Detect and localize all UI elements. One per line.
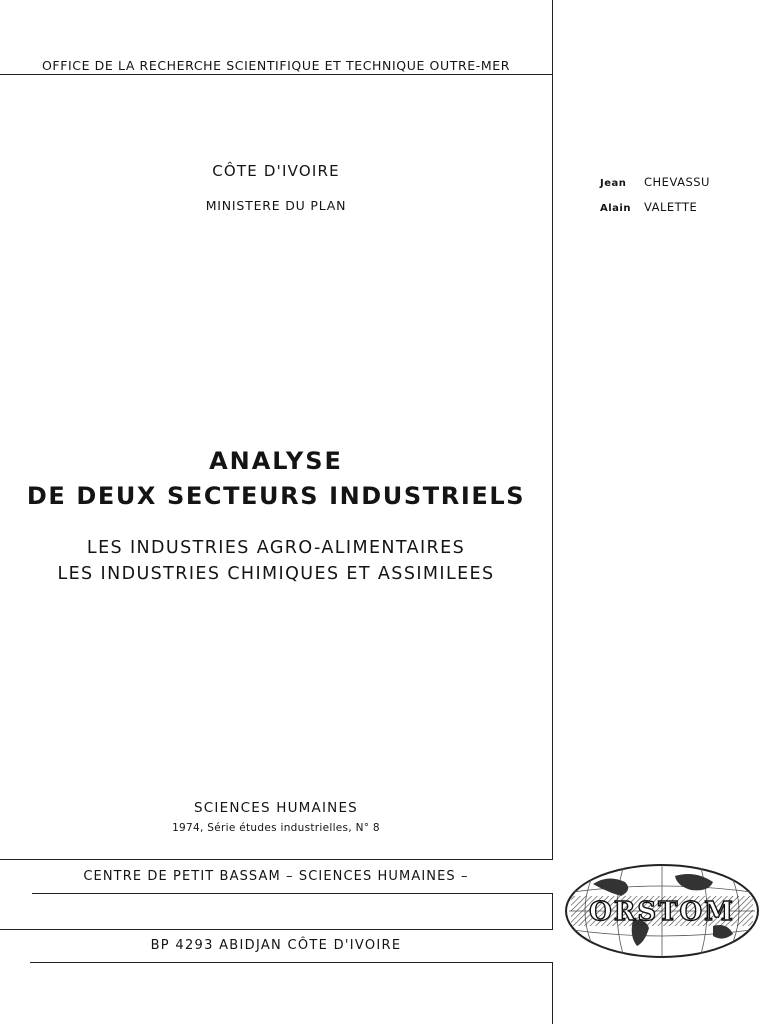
footer-box-edge (552, 893, 553, 929)
right-column-divider-bottom (552, 963, 553, 1024)
header-rule (0, 74, 552, 75)
footer-rule-3 (0, 929, 553, 930)
author-first-name: Jean (600, 178, 627, 189)
author-first-name: Alain (600, 203, 631, 214)
series-name: SCIENCES HUMAINES (194, 800, 358, 816)
main-title-line-2: DE DEUX SECTEURS INDUSTRIELS (26, 482, 526, 510)
subtitle-line-2: LES INDUSTRIES CHIMIQUES ET ASSIMILEES (57, 564, 495, 584)
author-1 (600, 175, 710, 189)
right-column-divider (552, 0, 553, 860)
office-heading: OFFICE DE LA RECHERCHE SCIENTIFIQUE ET TECHNIQUE OUTRE-MER (41, 58, 511, 73)
logo-wordmark: ORSTOM (589, 897, 735, 927)
footer-rule-4 (30, 962, 553, 963)
ministry-heading: MINISTERE DU PLAN (205, 198, 347, 213)
globe-logo-icon (563, 862, 761, 960)
series-details: 1974, Série études industrielles, N° 8 (172, 822, 380, 834)
author-2 (600, 200, 697, 214)
author-last-name: VALETTE (644, 200, 698, 214)
main-title-line-1: ANALYSE (209, 447, 343, 475)
footer-rule-1 (0, 859, 553, 860)
centre-line: CENTRE DE PETIT BASSAM – SCIENCES HUMAINES – (83, 869, 469, 884)
author-last-name: CHEVASSU (644, 175, 710, 189)
subtitle-line-1: LES INDUSTRIES AGRO-ALIMENTAIRES (86, 538, 466, 558)
country-heading: CÔTE D'IVOIRE (212, 162, 340, 180)
address-line: BP 4293 ABIDJAN CÔTE D'IVOIRE (150, 938, 402, 953)
footer-rule-2 (32, 893, 553, 894)
